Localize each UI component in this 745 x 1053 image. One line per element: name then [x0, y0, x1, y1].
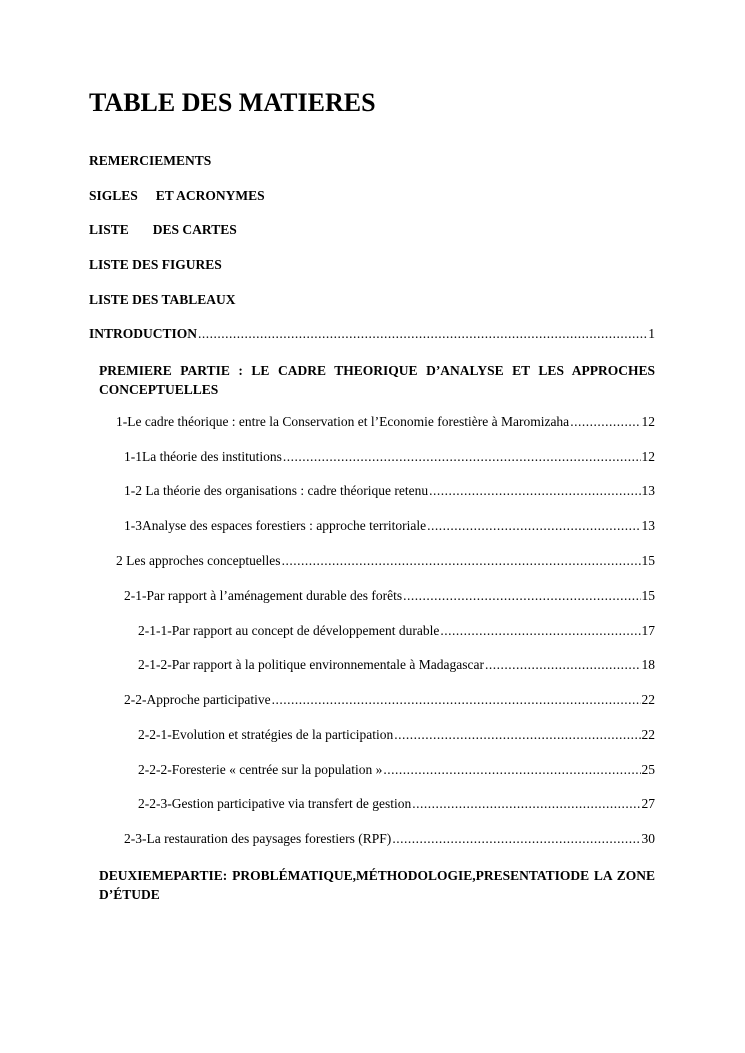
toc-page-number: 25	[641, 762, 655, 777]
toc-page-number: 15	[641, 588, 655, 603]
toc-entry[interactable]	[116, 553, 655, 569]
toc-liste-figures[interactable]: LISTE DES FIGURES	[89, 257, 222, 272]
toc-label: INTRODUCTION	[89, 326, 198, 341]
dot-leader	[427, 518, 640, 534]
toc-entry[interactable]	[124, 518, 655, 534]
toc-entry[interactable]	[124, 483, 655, 499]
toc-page-number: 17	[641, 623, 655, 638]
dot-leader	[272, 692, 641, 708]
toc-label: 2-2-2-Foresterie « centrée sur la population »	[138, 762, 383, 777]
toc-entry[interactable]	[124, 692, 655, 708]
toc-entry[interactable]	[138, 623, 655, 639]
toc-page-number: 13	[641, 483, 655, 498]
dot-leader	[283, 449, 641, 465]
dot-leader	[198, 326, 647, 342]
toc-entry[interactable]	[138, 762, 655, 778]
toc-sigles[interactable]	[89, 188, 265, 204]
toc-part-1-title[interactable]: PREMIERE PARTIE : LE CADRE THEORIQUE D’ANALYSE ET LES APPROCHES CONCEPTUELLES	[99, 363, 655, 397]
toc-page-number: 22	[641, 727, 655, 742]
toc-introduction[interactable]	[89, 326, 655, 342]
dot-leader	[383, 762, 640, 778]
toc-label: 2-1-Par rapport à l’aménagement durable des forêts	[124, 588, 403, 603]
toc-label: 1-2 La théorie des organisations : cadre théorique retenu	[124, 483, 429, 498]
toc-label: 1-3Analyse des espaces forestiers : approche territoriale	[124, 518, 427, 533]
toc-page-number: 18	[641, 657, 655, 672]
toc-page-number: 15	[641, 553, 655, 568]
dot-leader	[429, 483, 640, 499]
toc-entry[interactable]	[124, 588, 655, 604]
toc-label: 2-2-Approche participative	[124, 692, 271, 707]
dot-leader	[570, 414, 640, 430]
dot-leader	[412, 796, 640, 812]
toc-cartes-b: DES CARTES	[152, 222, 237, 237]
dot-leader	[394, 727, 640, 743]
toc-sigles-b: ET ACRONYMES	[155, 188, 265, 203]
toc-entry[interactable]	[138, 657, 655, 673]
toc-entry[interactable]	[124, 831, 655, 847]
toc-page-number: 27	[641, 796, 655, 811]
toc-page-number: 12	[641, 449, 655, 464]
toc-part-2-title[interactable]: DEUXIEMEPARTIE: PROBLÉMATIQUE,MÉTHODOLOGIE,PRESENTATIODE LA ZONE D’ÉTUDE	[99, 868, 655, 902]
toc-label: 2-2-1-Evolution et stratégies de la participation	[138, 727, 394, 742]
toc-label: 1-1La théorie des institutions	[124, 449, 282, 464]
toc-label: 2 Les approches conceptuelles	[116, 553, 281, 568]
toc-label: 2-1-2-Par rapport à la politique environnementale à Madagascar	[138, 657, 484, 672]
toc-cartes-a: LISTE	[89, 222, 129, 237]
dot-leader	[485, 657, 641, 673]
toc-page-number: 13	[641, 518, 655, 533]
toc-label: 1-Le cadre théorique : entre la Conservation et l’Economie forestière à Maromizaha	[116, 414, 570, 429]
toc-label: 2-1-1-Par rapport au concept de développement durable	[138, 623, 440, 638]
toc-page-number: 1	[648, 326, 655, 341]
toc-label: 2-3-La restauration des paysages forestiers (RPF)	[124, 831, 392, 846]
toc-entry[interactable]	[138, 796, 655, 812]
toc-sigles-a: SIGLES	[89, 188, 138, 203]
dot-leader	[440, 623, 640, 639]
dot-leader	[392, 831, 640, 847]
toc-liste-tableaux[interactable]: LISTE DES TABLEAUX	[89, 292, 236, 307]
toc-page-number: 22	[641, 692, 655, 707]
toc-remerciements[interactable]: REMERCIEMENTS	[89, 153, 212, 168]
toc-entry[interactable]	[124, 449, 655, 465]
page-title: TABLE DES MATIERES	[89, 88, 376, 117]
dot-leader	[282, 553, 641, 569]
toc-page-number: 30	[641, 831, 655, 846]
toc-entry[interactable]	[116, 414, 655, 430]
toc-label: 2-2-3-Gestion participative via transfert de gestion	[138, 796, 412, 811]
toc-page-number: 12	[641, 414, 655, 429]
toc-liste-cartes[interactable]	[89, 222, 237, 238]
dot-leader	[403, 588, 640, 604]
toc-entry[interactable]	[138, 727, 655, 743]
